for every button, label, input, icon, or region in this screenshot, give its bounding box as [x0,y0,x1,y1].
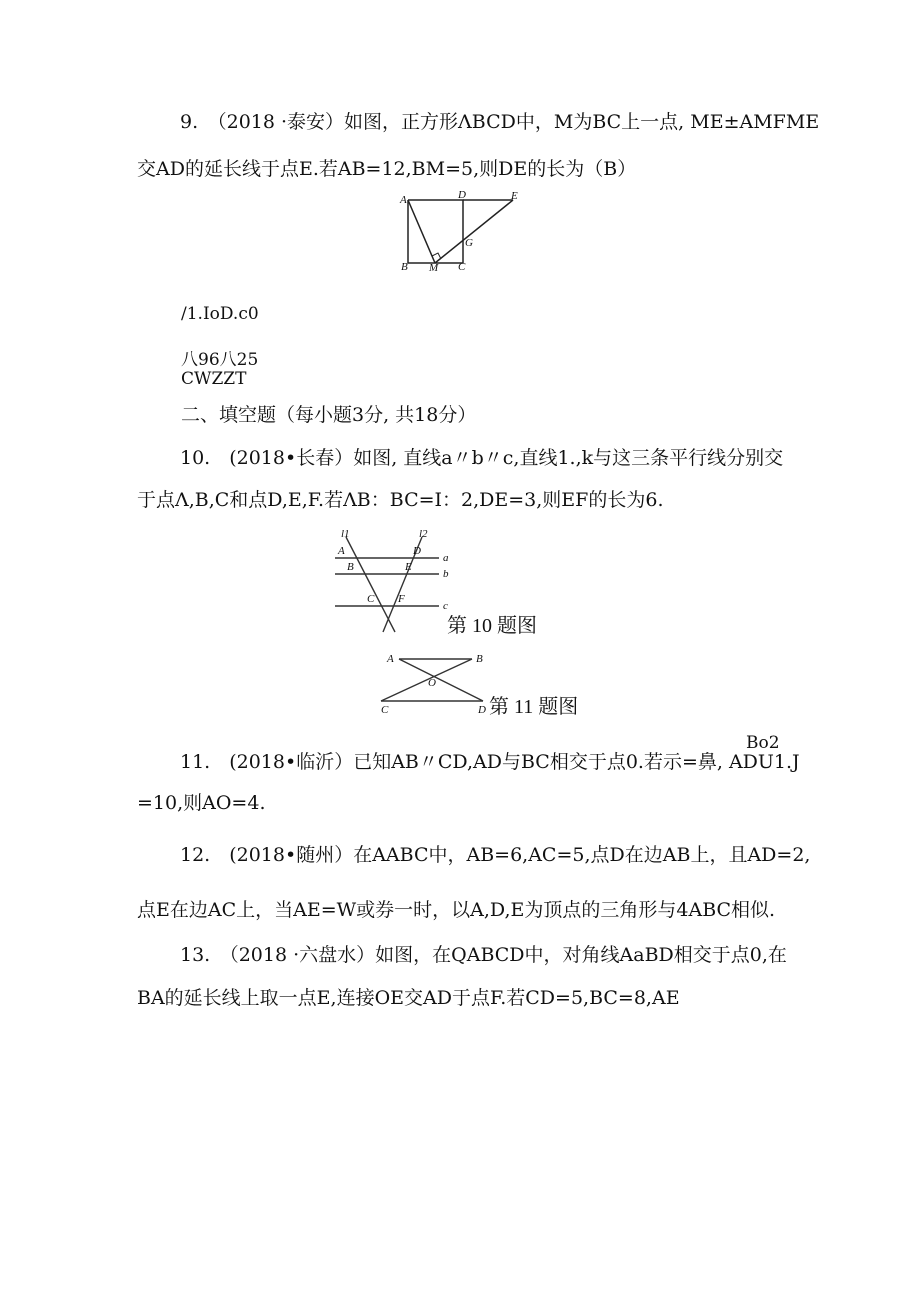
q9-line2: 交AD的延长线于点E.若AB=12,BM=5,则DE的长为（B） [137,158,637,180]
q13-line1: 13. （2018 ·六盘水）如图，在QABCD中，对角线AaBD相交于点0,在 [180,944,787,966]
q10-label-A: A [338,545,345,557]
q9-figure [395,190,535,272]
q11-label-C: C [381,704,389,716]
q11-extra-mark: Bo2 [746,733,780,753]
q10-label-l1: l1 [341,528,350,540]
section-2-heading: 二、填空题（每小题3分, 共18分） [181,404,477,426]
q10-label-C: C [367,593,375,605]
q9-line-ME [435,200,513,263]
q10-label-D: D [413,545,421,557]
q9-label-G: G [465,237,473,249]
q10-label-B: B [347,561,354,573]
q9-label-E: E [511,190,518,202]
q11-label-O: O [428,677,436,689]
q9-label-A: A [400,194,407,206]
q9-label-B: B [401,261,408,272]
q11-label-D: D [478,704,486,716]
q10-label-b: b [443,568,449,580]
q10-line1: 10. (2018•长春）如图, 直线a〃b〃c,直线1.,k与这三条平行线分别交 [180,447,784,469]
q10-label-a: a [443,552,449,564]
q10-label-F: F [398,593,405,605]
q11-line-AD [399,659,483,701]
q10-figure-caption: 第 10 题图 [447,615,537,637]
q11-line1: 11. (2018•临沂）已知AB〃CD,AD与BC相交于点0.若示=鼻, ADU1.J [180,751,800,773]
q10-label-l2: l2 [419,528,428,540]
q12-line1: 12. (2018•随州）在AABC中，AB=6,AC=5,点D在边AB上，且AD=2, [180,844,811,866]
q11-line2: =10,则AO=4. [137,792,266,814]
q9-label-M: M [429,262,439,272]
q13-line2: BA的延长线上取一点E,连接OE交AD于点F.若CD=5,BC=8,AE [137,987,680,1009]
q10-figure [335,525,575,637]
q9-option-2: 八96八25 [181,350,259,370]
q9-label-D: D [458,190,466,201]
q9-line1: 9. （2018 ·泰安）如图，正方形ΛBCD中，M为BC上一点, ME±AMFME [180,111,820,133]
q10-line-l1 [346,537,395,632]
q11-figure-caption: 第 11 题图 [489,696,579,718]
q10-label-E: E [405,561,412,573]
q9-line-AM [408,200,435,263]
q12-line2: 点E在边AC上，当AE=W或券一时，以A,D,E为顶点的三角形与4ABC相似. [137,899,776,921]
q11-label-A: A [387,653,394,665]
q9-label-C: C [458,261,466,272]
q9-square [408,200,463,263]
q10-label-c: c [443,600,448,612]
q11-line-BC [381,659,472,701]
q9-option-1: /1.IoD.c0 [181,304,259,324]
q9-option-3: CWZZT [181,369,247,389]
q11-label-B: B [476,653,483,665]
q11-figure [377,646,597,722]
q10-line2: 于点Λ,B,C和点D,E,F.若ΛB：BC=I：2,DE=3,则EF的长为6. [137,489,664,511]
